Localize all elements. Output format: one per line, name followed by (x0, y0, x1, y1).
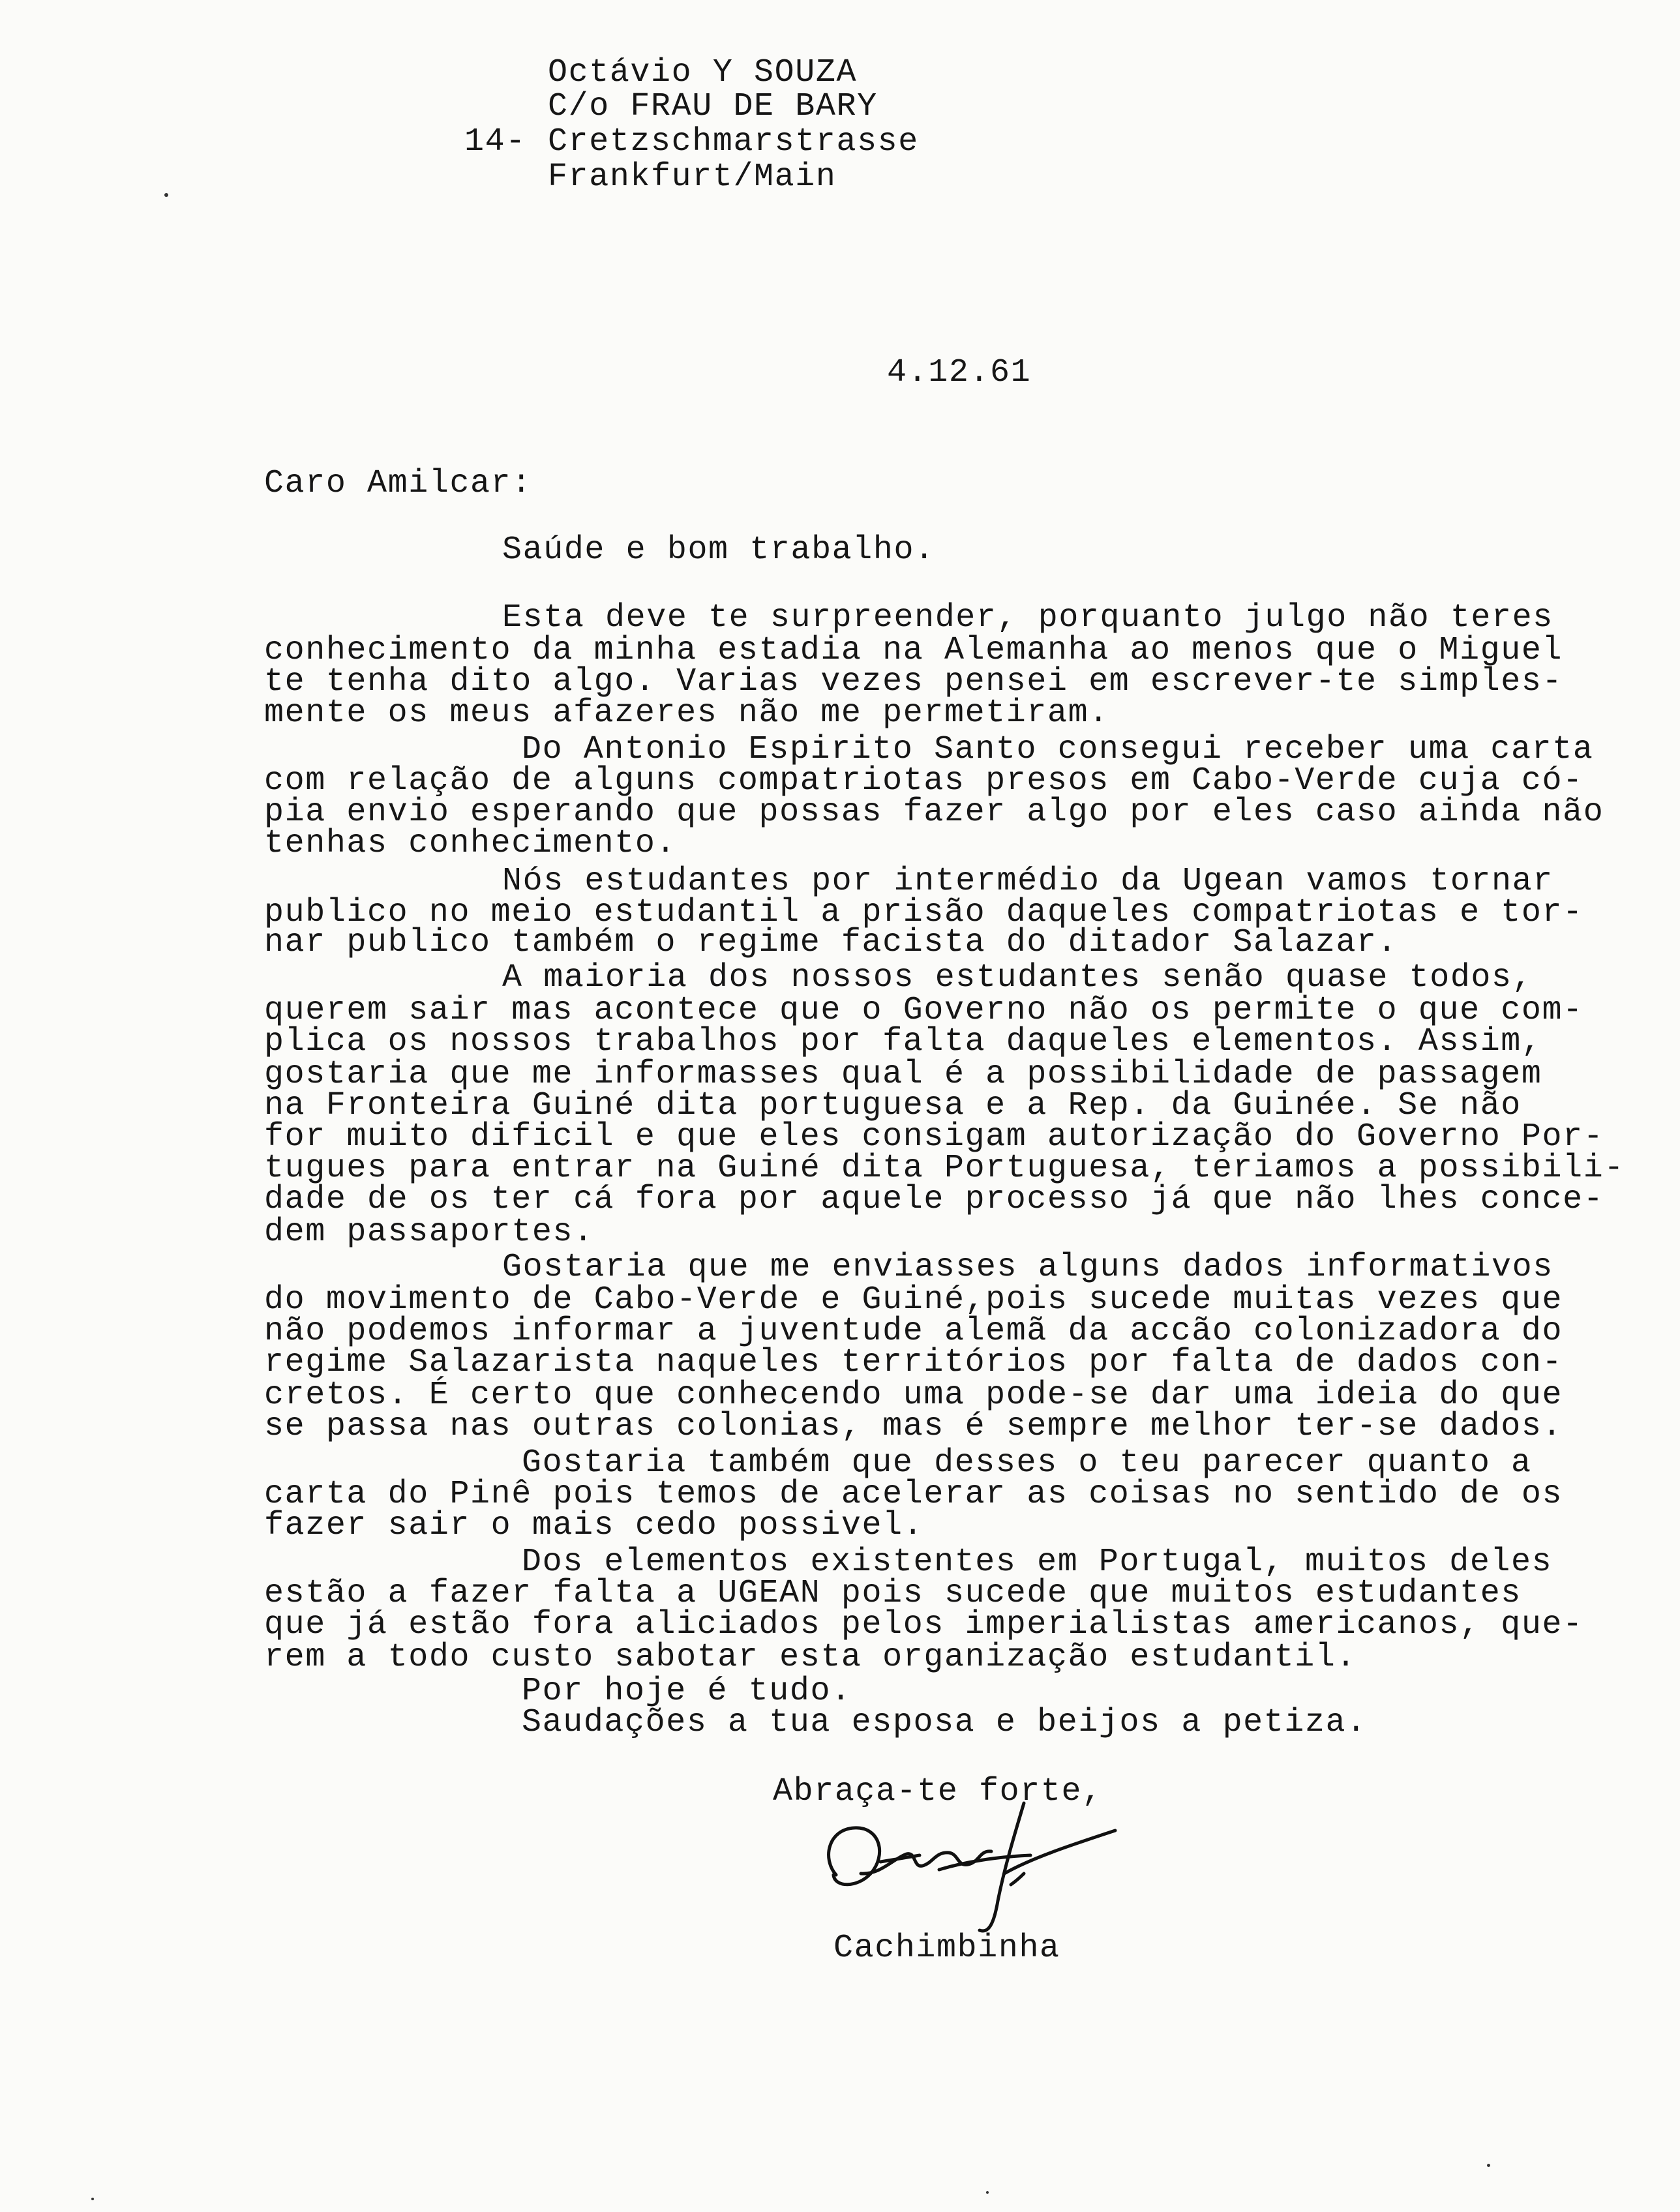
body-line: com relação de alguns compatriotas presos em Cabo-Verde cuja có- (264, 762, 1583, 800)
body-line: for muito dificil e que eles consigam autorização do Governo Por- (264, 1118, 1604, 1156)
body-line: cretos. É certo que conhecendo uma pode-se dar uma ideia do que (264, 1377, 1563, 1414)
body-line: querem sair mas acontece que o Governo não os permite o que com- (264, 992, 1583, 1029)
sender-care-of: C/o FRAU DE BARY (548, 88, 878, 125)
paper-speck (986, 2191, 989, 2194)
body-line: Por hoje é tudo. (522, 1673, 852, 1710)
sender-street-number: 14- (464, 123, 526, 160)
body-line: tenhas conhecimento. (264, 825, 677, 862)
body-line: se passa nas outras colonias, mas é sempre melhor ter-se dados. (264, 1408, 1563, 1445)
body-line: tugues para entrar na Guiné dita Portuguesa, teriamos a possibili- (264, 1150, 1625, 1187)
body-line: dade de os ter cá fora por aquele processo já que não lhes conce- (264, 1181, 1604, 1218)
greeting: Saúde e bom trabalho. (502, 531, 935, 569)
paper-speck (91, 2198, 94, 2200)
paper-speck (164, 193, 168, 197)
body-line: regime Salazarista naqueles territórios por falta de dados con- (264, 1344, 1563, 1381)
body-line: rem a todo custo sabotar esta organização estudantil. (264, 1639, 1357, 1676)
body-line: dem passaportes. (264, 1214, 594, 1251)
body-line: publico no meio estudantil a prisão daqueles compatriotas e tor- (264, 894, 1583, 931)
body-line: Esta deve te surpreender, porquanto julgo não teres (502, 599, 1553, 636)
paper-speck (1487, 2164, 1490, 2167)
body-line: que já estão fora aliciados pelos imperialistas americanos, que- (264, 1606, 1583, 1643)
body-line: mente os meus afazeres não me permetiram. (264, 695, 1109, 732)
body-line: nar publico também o regime facista do ditador Salazar. (264, 924, 1398, 961)
body-line: A maioria dos nossos estudantes senão quase todos, (502, 959, 1533, 996)
body-line: fazer sair o mais cedo possivel. (264, 1507, 924, 1544)
body-line: conhecimento da minha estadia na Alemanha ao menos que o Miguel (264, 632, 1563, 669)
body-line: não podemos informar a juventude alemã da accão colonizadora do (264, 1313, 1563, 1350)
body-line: Gostaria que me enviasses alguns dados informativos (502, 1249, 1553, 1286)
signoff-name: Cachimbinha (833, 1930, 1060, 1967)
body-line: carta do Pinê pois temos de acelerar as coisas no sentido de os (264, 1476, 1563, 1513)
body-line: na Fronteira Guiné dita portuguesa e a Rep. da Guinée. Se não (264, 1087, 1522, 1124)
body-line: Do Antonio Espirito Santo consegui receber uma carta (522, 731, 1594, 768)
body-line: do movimento de Cabo-Verde e Guiné,pois sucede muitas vezes que (264, 1281, 1563, 1319)
body-line: estão a fazer falta a UGEAN pois sucede que muitos estudantes (264, 1575, 1522, 1612)
body-line: pia envio esperando que possas fazer algo por eles caso ainda não (264, 794, 1604, 831)
body-line: plica os nossos trabalhos por falta daqueles elementos. Assim, (264, 1023, 1542, 1060)
sender-street: Cretzschmarstrasse (548, 123, 919, 160)
body-line: te tenha dito algo. Varias vezes pensei em escrever-te simples- (264, 663, 1563, 700)
body-line: Saudações a tua esposa e beijos a petiza. (522, 1704, 1367, 1741)
sender-city: Frankfurt/Main (548, 158, 837, 196)
sender-name: Octávio Y SOUZA (548, 54, 858, 91)
salutation: Caro Amilcar: (264, 465, 532, 502)
body-line: Nós estudantes por intermédio da Ugean vamos tornar (502, 863, 1553, 900)
body-line: Gostaria também que desses o teu parecer quanto a (522, 1444, 1532, 1482)
handwritten-signature (809, 1797, 1148, 1940)
body-line: gostaria que me informasses qual é a possibilidade de passagem (264, 1056, 1542, 1093)
letter-date: 4.12.61 (887, 354, 1032, 391)
body-line: Dos elementos existentes em Portugal, muitos deles (522, 1544, 1553, 1581)
closing: Abraça-te forte, (773, 1773, 1103, 1810)
